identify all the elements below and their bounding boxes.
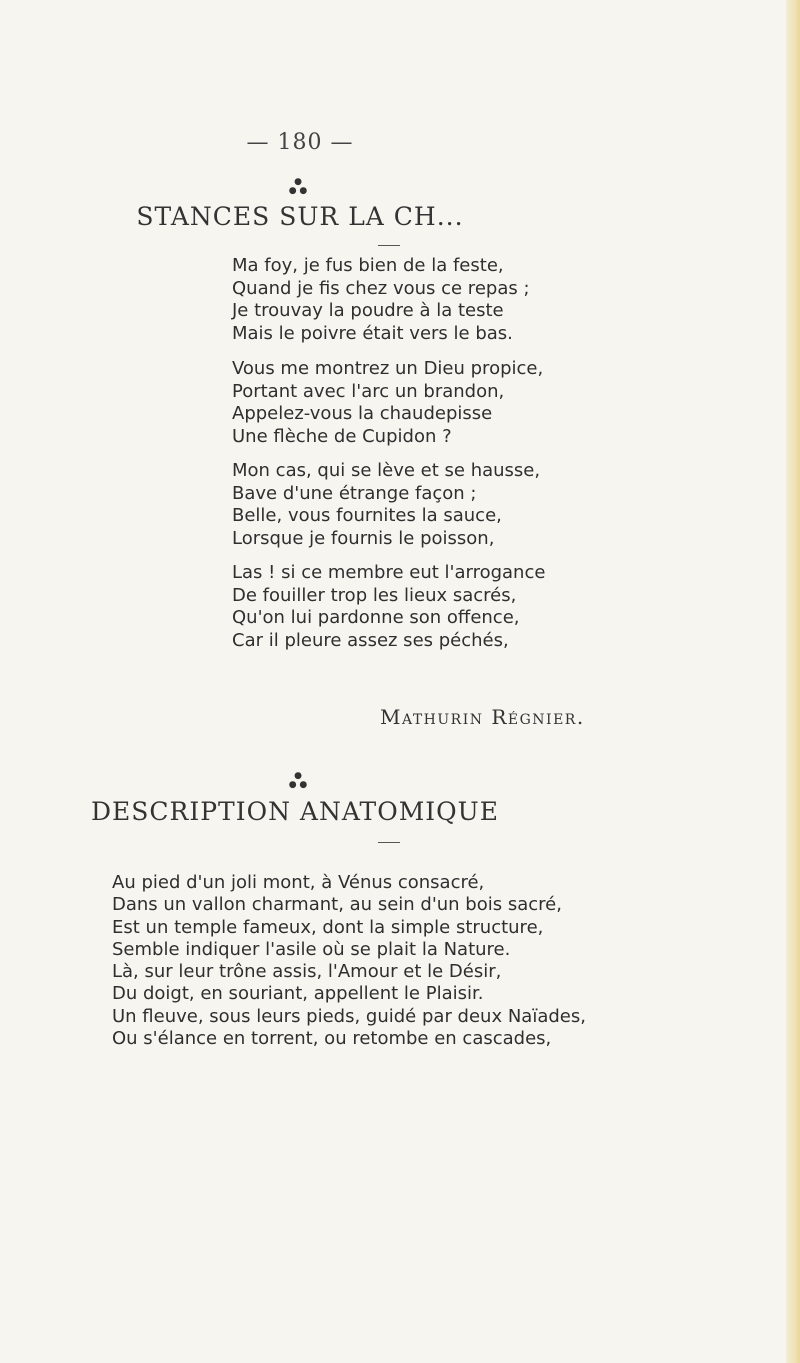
stanza-2 — [232, 358, 752, 448]
verse-line: Au pied d'un joli mont, à Vénus consacré, — [112, 872, 485, 893]
verse-line: Un fleuve, sous leurs pieds, guidé par deux Naïades, — [112, 1005, 586, 1027]
verse-line: Une flèche de Cupidon ? — [232, 425, 452, 447]
verse-line: Je trouvay la poudre à la teste — [232, 300, 504, 321]
verse-line: Bave d'une étrange façon ; — [232, 482, 477, 504]
verse-line: Appelez-vous la chaudepisse — [232, 403, 493, 424]
verse-line: De fouiller trop les lieux sacrés, — [232, 584, 517, 606]
verse-line: Belle, vous fournites la sauce, — [232, 505, 502, 526]
section1-title: STANCES SUR LA CH... — [136, 202, 464, 231]
verse-line: Du doigt, en souriant, appellent le Plaisir. — [112, 983, 484, 1005]
verse-line: Ma foy, je fus bien de la feste, — [232, 255, 504, 276]
verse-line: Car il pleure assez ses péchés, — [232, 629, 509, 651]
verse-line: Vous me montrez un Dieu propice, — [232, 358, 544, 379]
verse-line: Dans un vallon charmant, au sein d'un bois sacré, — [112, 894, 562, 916]
verse-line: Las ! si ce membre eut l'arrogance — [232, 562, 546, 583]
verse-line: Est un temple fameux, dont la simple structure, — [112, 916, 544, 938]
verse-line: Semble indiquer l'asile où se plait la Nature. — [112, 938, 511, 960]
verse-line: Quand je fis chez vous ce repas ; — [232, 277, 530, 299]
section2-poem — [112, 872, 792, 1050]
verse-line: Ou s'élance en torrent, ou retombe en cascades, — [112, 1028, 552, 1050]
title-rule-1 — [378, 245, 400, 246]
author-signature: Mathurin Régnier. — [380, 705, 585, 729]
stanza-3 — [232, 460, 752, 550]
asterism-2: ● ● ● — [288, 771, 308, 790]
verse-line: Là, sur leur trône assis, l'Amour et le Désir, — [112, 961, 502, 983]
verse-line: Qu'on lui pardonne son offence, — [232, 607, 520, 628]
verse-line: Portant avec l'arc un brandon, — [232, 380, 505, 402]
asterism-1: ● ● ● — [288, 177, 308, 196]
page-number: — 180 — — [246, 130, 354, 155]
section2-title: DESCRIPTION ANATOMIQUE — [90, 797, 499, 826]
verse-line: Lorsque je fournis le poisson, — [232, 527, 495, 549]
verse-line: Mon cas, qui se lève et se hausse, — [232, 460, 541, 481]
stanza-1 — [232, 255, 752, 345]
stanza-4 — [232, 562, 752, 652]
title-rule-2 — [378, 842, 400, 843]
page-edge — [786, 0, 800, 1363]
verse-line: Mais le poivre était vers le bas. — [232, 322, 513, 344]
